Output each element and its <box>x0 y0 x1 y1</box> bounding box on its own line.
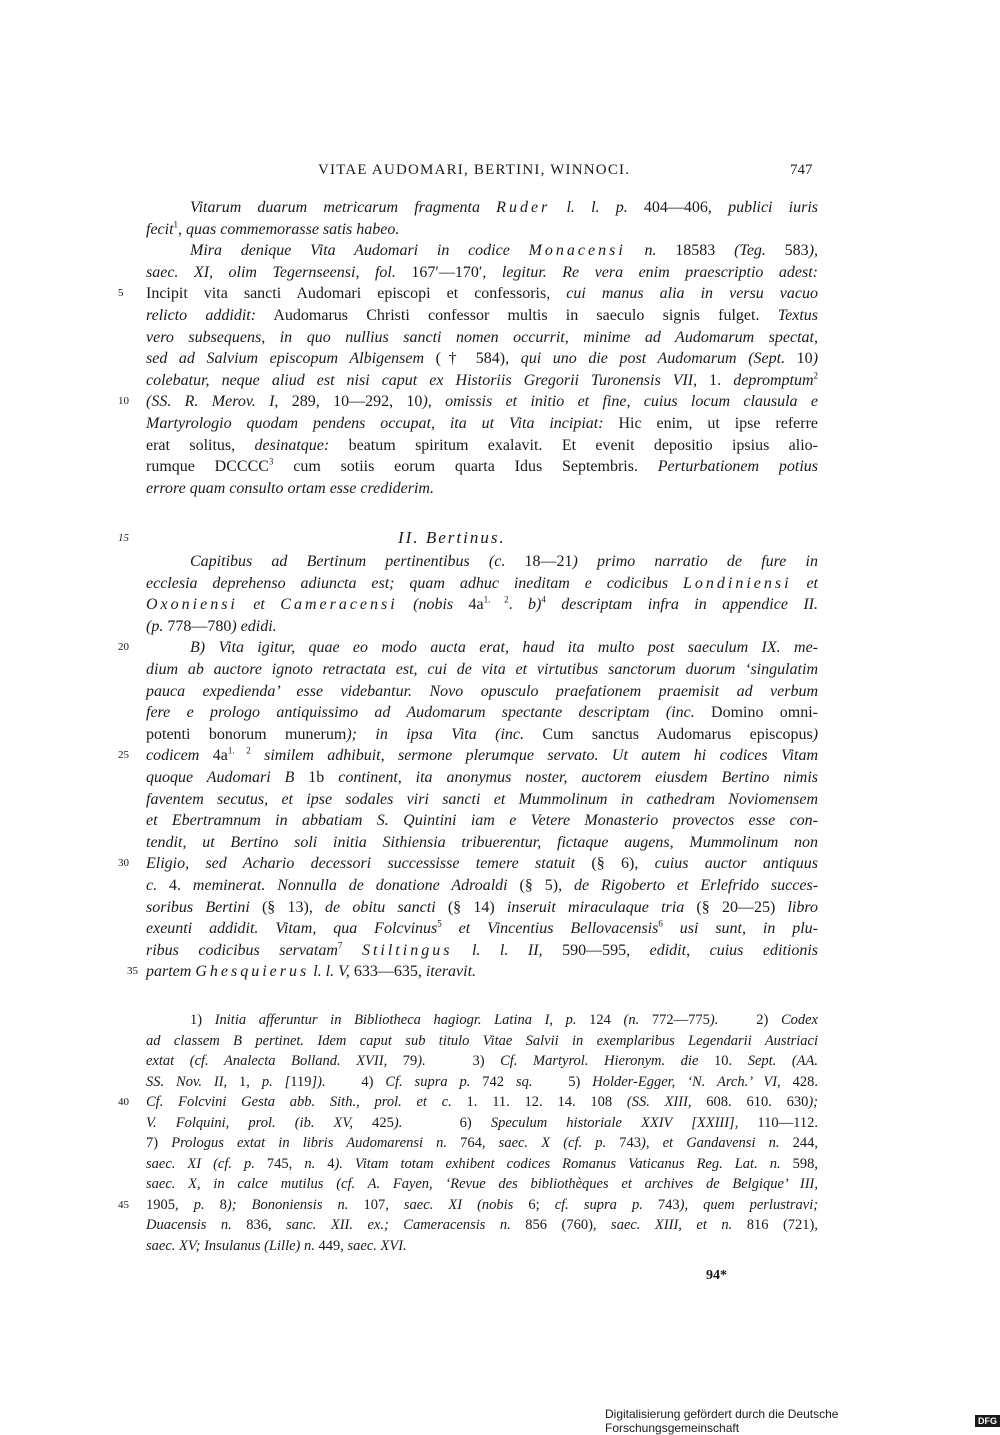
text-line: Eligio, sed Achario decessori successisse temere statuit (§ 6), cuius auctor antiquus 30 <box>146 853 818 875</box>
page-number: 747 <box>790 162 813 178</box>
text-line: (p. 778—780) edidi. <box>146 617 277 635</box>
text-line: 1) Initia afferuntur in Bibliotheca hagiogr. Latina I, p. 124 (n. 772—775). 2) Codex <box>190 1012 818 1028</box>
text-line: saec. X, in calce mutilus (cf. A. Fayen, ‘Revue des bibliothèques et archives de Belgique’ III, <box>146 1176 818 1192</box>
line-number: 35 <box>127 965 138 978</box>
text-line: V. Folquini, prol. (ib. XV, 425). 6) Speculum historiale XXIV [XXIII], 110—112. <box>146 1114 818 1131</box>
text-line: Mira denique Vita Audomari in codice Monacensi n. 18583 (Teg. 583), <box>190 242 819 260</box>
line-number: 20 <box>118 641 129 654</box>
text-line: rumque DCCCC$^3$ cum sotiis eorum quarta Idus Septembris. Perturbationem potius <box>146 456 819 476</box>
line-number: 25 <box>118 749 129 762</box>
text-line: Oxoniensi et Cameracensi (nobis $4a^{1. 2}$. b)$^4$ descriptam infra in appendice II. <box>146 594 819 614</box>
text-line: potenti bonorum munerum); in ipsa Vita (inc. Cum sanctus Audomarus episcopus) <box>146 725 819 743</box>
text-line: ecclesia deprehenso adiuncta est; quam adhuc ineditam e codicibus Londiniensi et <box>146 574 818 592</box>
text-line: erat solitus, desinatque: beatum spiritum exalavit. Et evenit depositio ipsius alio- <box>146 436 819 454</box>
text-line: 7) Prologus extat in libris Audomarensi n. 764, saec. X (cf. p. 743), et Gandavensi n. 244, <box>146 1135 818 1151</box>
text-line: relicto addidit: Audomarus Christi confessor multis in saeculo signis fulget. Textus <box>146 306 818 324</box>
text-line: Incipit vita sancti Audomari episcopi et confessoris, cui manus alia in versu vacuo 5 <box>146 283 818 305</box>
line-number: 40 <box>118 1096 129 1108</box>
text-line: Vitarum duarum metricarum fragmenta Ruder l. l. p. 404—406, publici iuris <box>190 199 819 216</box>
line-number: 5 <box>118 287 124 300</box>
text-line: Duacensis n. 836, sanc. XII. ex.; Cameracensis n. 856 (760), saec. XIII, et n. 816 (721), <box>146 1217 818 1233</box>
text-line: c. 4. meminerat. Nonnulla de donatione Adroaldi (§ 5), de Rigoberto et Erlefrido succes- <box>146 876 819 894</box>
text-line: faventem secutus, et ipse sodales viri sancti et Mummolinum in cathedram Noviomensem <box>146 790 818 808</box>
text-line: Capitibus ad Bertinum pertinentibus (c. 18—21) primo narratio de fure in <box>190 553 818 570</box>
text-line: colebatur, neque aliud est nisi caput ex Historiis Gregorii Turonensis VII, 1. depromptum$^2$ <box>146 370 819 389</box>
text-line: Cf. Folcvini Gesta abb. Sith., prol. et c. 1. 11. 12. 14. 108 (SS. XIII, 608. 610. 630); 40 <box>146 1092 818 1113</box>
dfg-logo: DFG <box>975 1415 1000 1427</box>
intro-paragraphs <box>118 197 819 499</box>
text-line: 1905, p. 8); Bononiensis n. 107, saec. XI (nobis 6; cf. supra p. 743), quem perlustravi; 45 <box>146 1195 818 1216</box>
line-number: 10 <box>118 395 129 408</box>
text-line: vero subsequens, in quo nullius sancti nomen occurrit, minime ad Audomarum spectat, <box>146 328 818 346</box>
text-line: fecit$^1$, quas commemorasse satis habeo. <box>146 219 400 238</box>
text-line: quoque Audomari B 1b continent, ita anonymus noster, auctorem eiusdem Bertino nimis <box>146 768 819 786</box>
line-number: 45 <box>118 1198 129 1211</box>
signature-mark: 94* <box>706 1268 727 1283</box>
text-line: saec. XV; Insulanus (Lille) n. 449, saec. XVI. <box>146 1237 407 1254</box>
text-line: ad classem B pertinet. Idem caput sub titulo Vitae Salvii in exemplaribus Legendarii Austriaci <box>146 1032 818 1049</box>
text-line: codicem $4a^{1. 2}$ similem adhibuit, sermone plerumque servato. Ut autem hi codices Vitam 25 <box>146 745 818 767</box>
footnotes <box>118 1010 819 1256</box>
text-line: Martyrologio quodam pendens occupat, ita ut Vita incipiat: Hic enim, ut ipse referre <box>146 414 818 432</box>
line-number: 15 <box>118 532 129 544</box>
body-paragraphs <box>118 551 819 983</box>
text-line: dium ab auctore ignoto retractata est, cui de vita et virtutibus sanctorum duorum ‘singulatim <box>146 660 818 678</box>
text-line: B) Vita igitur, quae eo modo aucta erat, haud ita multo post saeculum IX. me- 20 <box>146 637 818 659</box>
line-number: 30 <box>118 857 129 870</box>
text-line: ribus codicibus servatam$^7$ Stiltingus l. l. II, 590—595, edidit, cuius editionis <box>146 940 819 959</box>
funding-footer <box>605 1407 1000 1435</box>
text-line: fere e prologo antiquissimo ad Audomarum spectante descriptam (inc. Domino omni- <box>146 704 819 722</box>
text-line: sed ad Salvium episcopum Albigensem († 584), qui uno die post Audomarum (Sept. 10) <box>146 350 819 368</box>
text-line: tendit, ut Bertino soli initia Sithiensia tribuerentur, fictaque augens, Mummolinum non <box>146 833 818 851</box>
running-header <box>0 162 1000 186</box>
text-line: SS. Nov. II, 1, p. [119]). 4) Cf. supra p. 742 sq. 5) Holder-Egger, ‘N. Arch.’ VI, 428. <box>146 1073 818 1090</box>
text-line: errore quam consulto ortam esse crediderim. <box>146 479 434 497</box>
text-line: (SS. R. Merov. I, 289, 10—292, 10), omissis et initio et fine, cuius locum clausula e 10 <box>146 391 818 413</box>
text-line: pauca expedienda’ esse videbantur. Novo opusculo praefationem praemisit ad verbum <box>146 682 818 700</box>
funding-text: Digitalisierung gefördert durch die Deutsche Forschungsgemeinschaft <box>605 1407 839 1435</box>
text-line: extat (cf. Analecta Bolland. XVII, 79). 3) Cf. Martyrol. Hieronym. die 10. Sept. (AA. <box>146 1053 819 1069</box>
text-line: partem Ghesquierus l. l. V, 633—635, iteravit. 35 <box>146 961 818 983</box>
section-title: II. Bertinus. <box>398 528 506 547</box>
text-line: et Ebertramnum in abbatiam S. Quintini iam e Vetere Monasterio provectos esse con- <box>146 812 818 830</box>
running-title: VITAE AUDOMARI, BERTINI, WINNOCI. <box>318 162 631 178</box>
text-line: exeunti addidit. Vitam, qua Folcvinus$^5$ et Vincentius Bellovacensis$^6$ usi sunt, in plu- <box>146 918 819 938</box>
text-line: soribus Bertini (§ 13), de obitu sancti (§ 14) inseruit miraculaque tria (§ 20—25) libro <box>146 898 819 916</box>
text-line: saec. XI, olim Tegernseensi, fol. 167′—170′, legitur. Re vera enim praescriptio adest: <box>146 263 819 281</box>
text-line: saec. XI (cf. p. 745, n. 4). Vitam totam exhibent codices Romanus Vaticanus Reg. Lat. n. 598, <box>146 1155 818 1172</box>
